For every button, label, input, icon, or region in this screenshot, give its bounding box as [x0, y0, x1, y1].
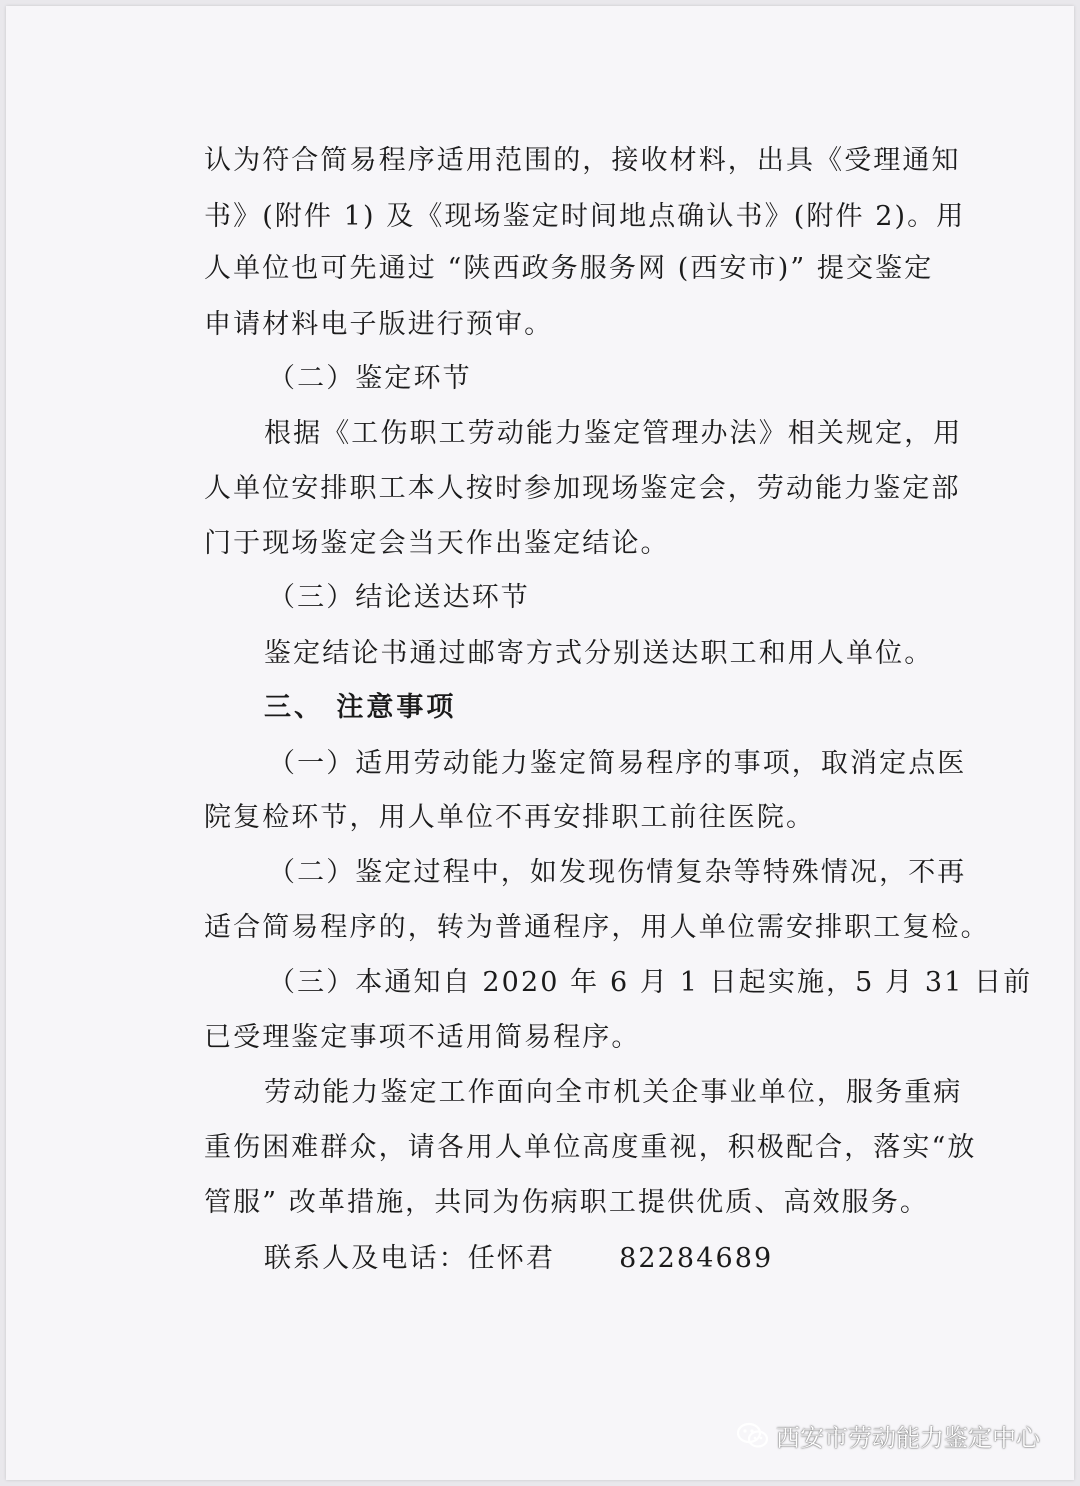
main-heading: 三、 注意事项	[264, 692, 457, 723]
document-body	[6, 6, 1074, 1480]
paragraph-line: （三）本通知自 2020 年 6 月 1 日起实施，5 月 31 日前	[268, 967, 1033, 998]
paragraph-line: 书》(附件 1) 及《现场鉴定时间地点确认书》(附件 2)。用	[204, 201, 966, 232]
paragraph-line: 鉴定结论书通过邮寄方式分别送达职工和用人单位。	[264, 638, 934, 669]
paragraph-line: 已受理鉴定事项不适用简易程序。	[204, 1022, 641, 1053]
paragraph-line: 申请材料电子版进行预审。	[204, 309, 554, 340]
paragraph-line: 认为符合简易程序适用范围的，接收材料，出具《受理通知	[204, 145, 961, 176]
paragraph-line: 适合简易程序的，转为普通程序，用人单位需安排职工复检。	[204, 912, 990, 943]
paragraph-line: 劳动能力鉴定工作面向全市机关企事业单位，服务重病	[264, 1077, 963, 1108]
section-heading: （二）鉴定环节	[268, 363, 472, 394]
paragraph-line: 根据《工伤职工劳动能力鉴定管理办法》相关规定，用	[264, 418, 963, 449]
paragraph-line: 院复检环节，用人单位不再安排职工前往医院。	[204, 802, 816, 833]
paragraph-line: 人单位也可先通过 “陕西政务服务网 (西安市)” 提交鉴定	[204, 253, 934, 284]
contact-line: 联系人及电话：任怀君 82284689	[264, 1243, 774, 1274]
paragraph-line: （一）适用劳动能力鉴定简易程序的事项，取消定点医	[268, 748, 967, 779]
section-heading: （三）结论送达环节	[268, 582, 530, 613]
wechat-watermark	[736, 1418, 1040, 1453]
watermark-text: 西安市劳动能力鉴定中心	[776, 1424, 1040, 1452]
document-page	[6, 6, 1074, 1480]
paragraph-line: 人单位安排职工本人按时参加现场鉴定会，劳动能力鉴定部	[204, 473, 961, 504]
paragraph-line: （二）鉴定过程中，如发现伤情复杂等特殊情况，不再	[268, 857, 967, 888]
wechat-icon	[736, 1422, 770, 1450]
paragraph-line: 重伤困难群众，请各用人单位高度重视，积极配合，落实“放	[204, 1132, 977, 1163]
paragraph-line: 门于现场鉴定会当天作出鉴定结论。	[204, 528, 670, 559]
paragraph-line: 管服” 改革措施，共同为伤病职工提供优质、高效服务。	[204, 1187, 929, 1218]
